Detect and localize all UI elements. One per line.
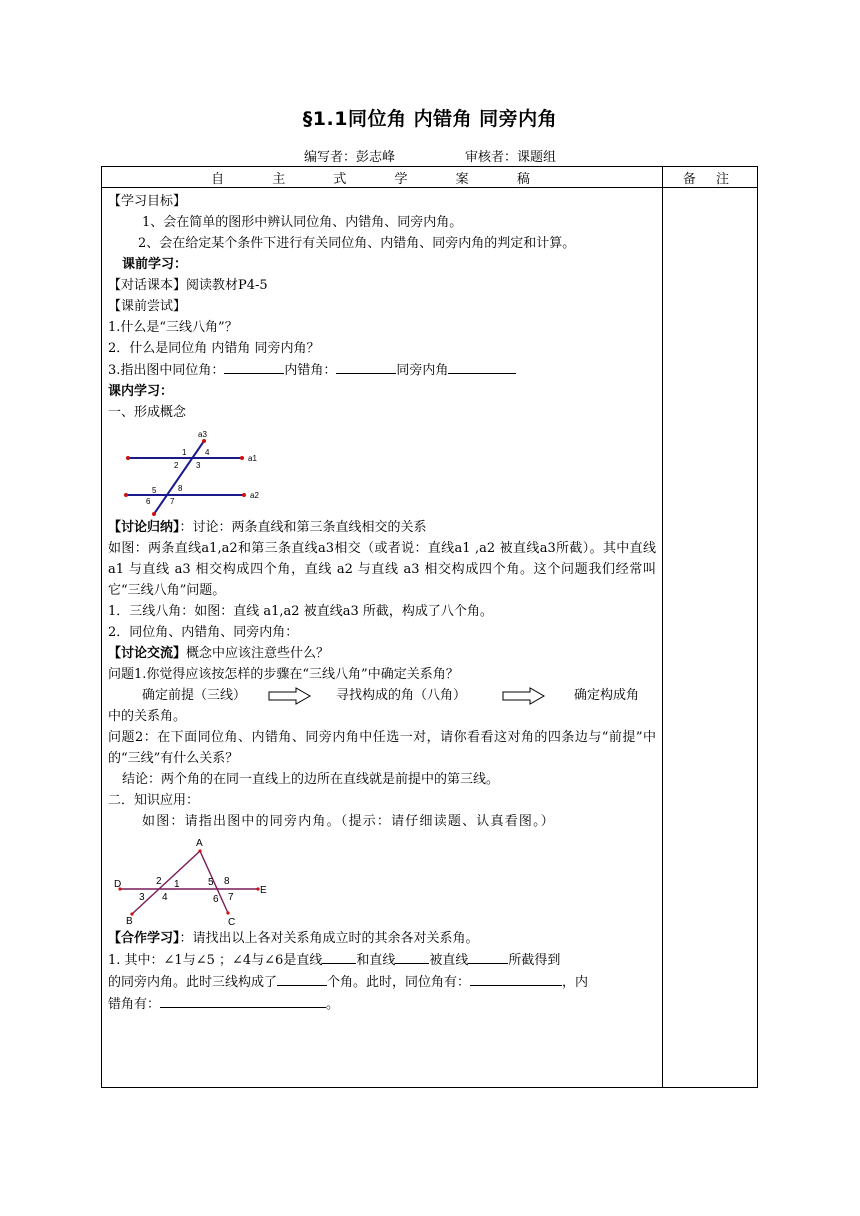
coop-item: 1. 其中：∠1与∠5 ；∠4与∠6是直线 和直线 被直线 所截得到 bbox=[108, 949, 656, 971]
angle-label: 2 bbox=[156, 876, 162, 887]
angle-label: 1 bbox=[182, 448, 187, 457]
answer-blank[interactable] bbox=[224, 359, 284, 374]
discuss-paragraph: 如图：两条直线a1,a2和第三条直线a3相交（或者说：直线a1 ,a2 被直线a3所截）。其中直线 a1 与直线 a3 相交构成四个角，直线 a2 与直线 a3 相交构成四个角。这个问题我们经常叫它“三线八角”问题。 bbox=[108, 541, 656, 598]
notes-column-header: 备 注 bbox=[682, 172, 738, 187]
goal-item: 1、会在简单的图形中辨认同位角、内错角、同旁内角。 bbox=[142, 215, 463, 230]
point bbox=[126, 456, 130, 460]
section-heading: 二．知识应用： bbox=[108, 793, 200, 808]
page-title: §1.1同位角 内错角 同旁内角 bbox=[302, 108, 558, 130]
angle-label: 8 bbox=[224, 876, 230, 887]
author: 编写者：彭志峰 bbox=[303, 150, 395, 165]
angle-label: 6 bbox=[146, 497, 151, 506]
column-divider bbox=[662, 166, 663, 1088]
coop-line: 【合作学习】：请找出以上各对关系角成立时的其余各对关系角。 bbox=[108, 931, 479, 946]
steps-row bbox=[108, 685, 656, 706]
right-arrow-icon bbox=[502, 687, 546, 705]
concept-item: 2．同位角、内错角、同旁内角： bbox=[108, 625, 299, 640]
answer-blank[interactable] bbox=[277, 971, 327, 986]
in-class-heading: 课内学习： bbox=[108, 384, 174, 399]
section-heading: 一、形成概念 bbox=[108, 405, 187, 420]
try-item: 3.指出图中同位角： 内错角： 同旁内角 bbox=[108, 359, 656, 381]
point bbox=[240, 456, 244, 460]
authors-line bbox=[0, 146, 860, 165]
vertex-label: B bbox=[126, 916, 133, 927]
concept-item: 1．三线八角：如图：直线 a1,a2 被直线a3 所截，构成了八个角。 bbox=[108, 604, 493, 619]
answer-blank[interactable] bbox=[448, 359, 516, 374]
label-a2: a2 bbox=[250, 491, 259, 500]
angle-label: 6 bbox=[213, 894, 219, 905]
answer-blank[interactable] bbox=[470, 971, 562, 986]
angle-label: 3 bbox=[139, 892, 145, 903]
pre-study-heading: 课前学习： bbox=[122, 257, 188, 272]
angle-label: 3 bbox=[196, 461, 201, 470]
question-1: 问题1.你觉得应该按怎样的步骤在“三线八角”中确定关系角？ bbox=[108, 667, 459, 682]
discuss-line: 【讨论归纳】：讨论：两条直线和第三条直线相交的关系 bbox=[108, 520, 427, 535]
step-label: 寻找构成的角（八角） bbox=[336, 688, 467, 703]
vertex-label: C bbox=[228, 917, 236, 928]
point bbox=[242, 493, 246, 497]
angle-label: 2 bbox=[174, 461, 179, 470]
angle-label: 5 bbox=[152, 486, 157, 495]
angle-label: 7 bbox=[228, 892, 234, 903]
line-ab bbox=[132, 851, 200, 914]
step-label: 确定前提（三线） bbox=[142, 688, 247, 703]
point bbox=[226, 911, 229, 914]
answer-blank[interactable] bbox=[336, 359, 396, 374]
step-label: 确定构成角 bbox=[574, 688, 640, 703]
transversal-diagram bbox=[116, 423, 276, 517]
point bbox=[124, 493, 128, 497]
figure-three-lines bbox=[108, 423, 656, 517]
try-heading: 【课前尝试】 bbox=[108, 299, 187, 314]
main-column-header: 自 主 式 学 案 稿 bbox=[211, 172, 552, 187]
try-item: 2．什么是同位角 内错角 同旁内角？ bbox=[108, 341, 320, 356]
coop-item: 的同旁内角。此时三线构成了 个角。此时，同位角有： ，内 bbox=[108, 971, 656, 993]
reviewer: 审核者：课题组 bbox=[465, 150, 557, 165]
question-2: 问题2：在下面同位角、内错角、同旁内角中任选一对，请你看看这对角的四条边与“前提”中的“三线”有什么关系？ bbox=[108, 730, 656, 766]
label-a1: a1 bbox=[248, 454, 257, 463]
line-a3 bbox=[154, 441, 204, 514]
angle-label: 1 bbox=[174, 879, 180, 890]
answer-blank[interactable] bbox=[395, 949, 429, 964]
point bbox=[198, 849, 201, 852]
vertex-label: D bbox=[114, 879, 122, 890]
apply-text: 如图：请指出图中的同旁内角。（提示：请仔细读题、认真看图。） bbox=[142, 814, 556, 829]
answer-blank[interactable] bbox=[322, 949, 356, 964]
triangle-diagram bbox=[112, 832, 282, 928]
figure-triangle bbox=[108, 832, 656, 928]
right-arrow-icon bbox=[268, 687, 312, 705]
conclusion: 结论：两个角的在同一直线上的边所在直线就是前提中的第三线。 bbox=[122, 772, 500, 787]
coop-item: 错角有： 。 bbox=[108, 993, 656, 1015]
vertex-label: A bbox=[196, 838, 203, 849]
worksheet-content bbox=[108, 191, 656, 1015]
try-item: 1.什么是“三线八角”？ bbox=[108, 320, 238, 335]
angle-label: 7 bbox=[170, 497, 175, 506]
angle-label: 4 bbox=[205, 448, 210, 457]
vertex-label: E bbox=[260, 885, 267, 896]
angle-label: 5 bbox=[208, 877, 214, 888]
answer-blank[interactable] bbox=[160, 993, 326, 1008]
exchange-line: 【讨论交流】概念中应该注意些什么？ bbox=[108, 646, 330, 661]
step-continued: 中的关系角。 bbox=[108, 709, 187, 724]
angle-label: 8 bbox=[178, 484, 183, 493]
dialogue-line: 【对话课本】阅读教材P4-5 bbox=[108, 278, 268, 293]
label-a3: a3 bbox=[198, 430, 207, 439]
goal-heading: 【学习目标】 bbox=[108, 194, 187, 209]
point bbox=[202, 439, 206, 443]
answer-blank[interactable] bbox=[468, 949, 508, 964]
goal-item: 2、会在给定某个条件下进行有关同位角、内错角、同旁内角的判定和计算。 bbox=[138, 236, 576, 251]
angle-label: 4 bbox=[162, 892, 168, 903]
header-divider bbox=[101, 187, 758, 188]
point bbox=[152, 512, 156, 516]
